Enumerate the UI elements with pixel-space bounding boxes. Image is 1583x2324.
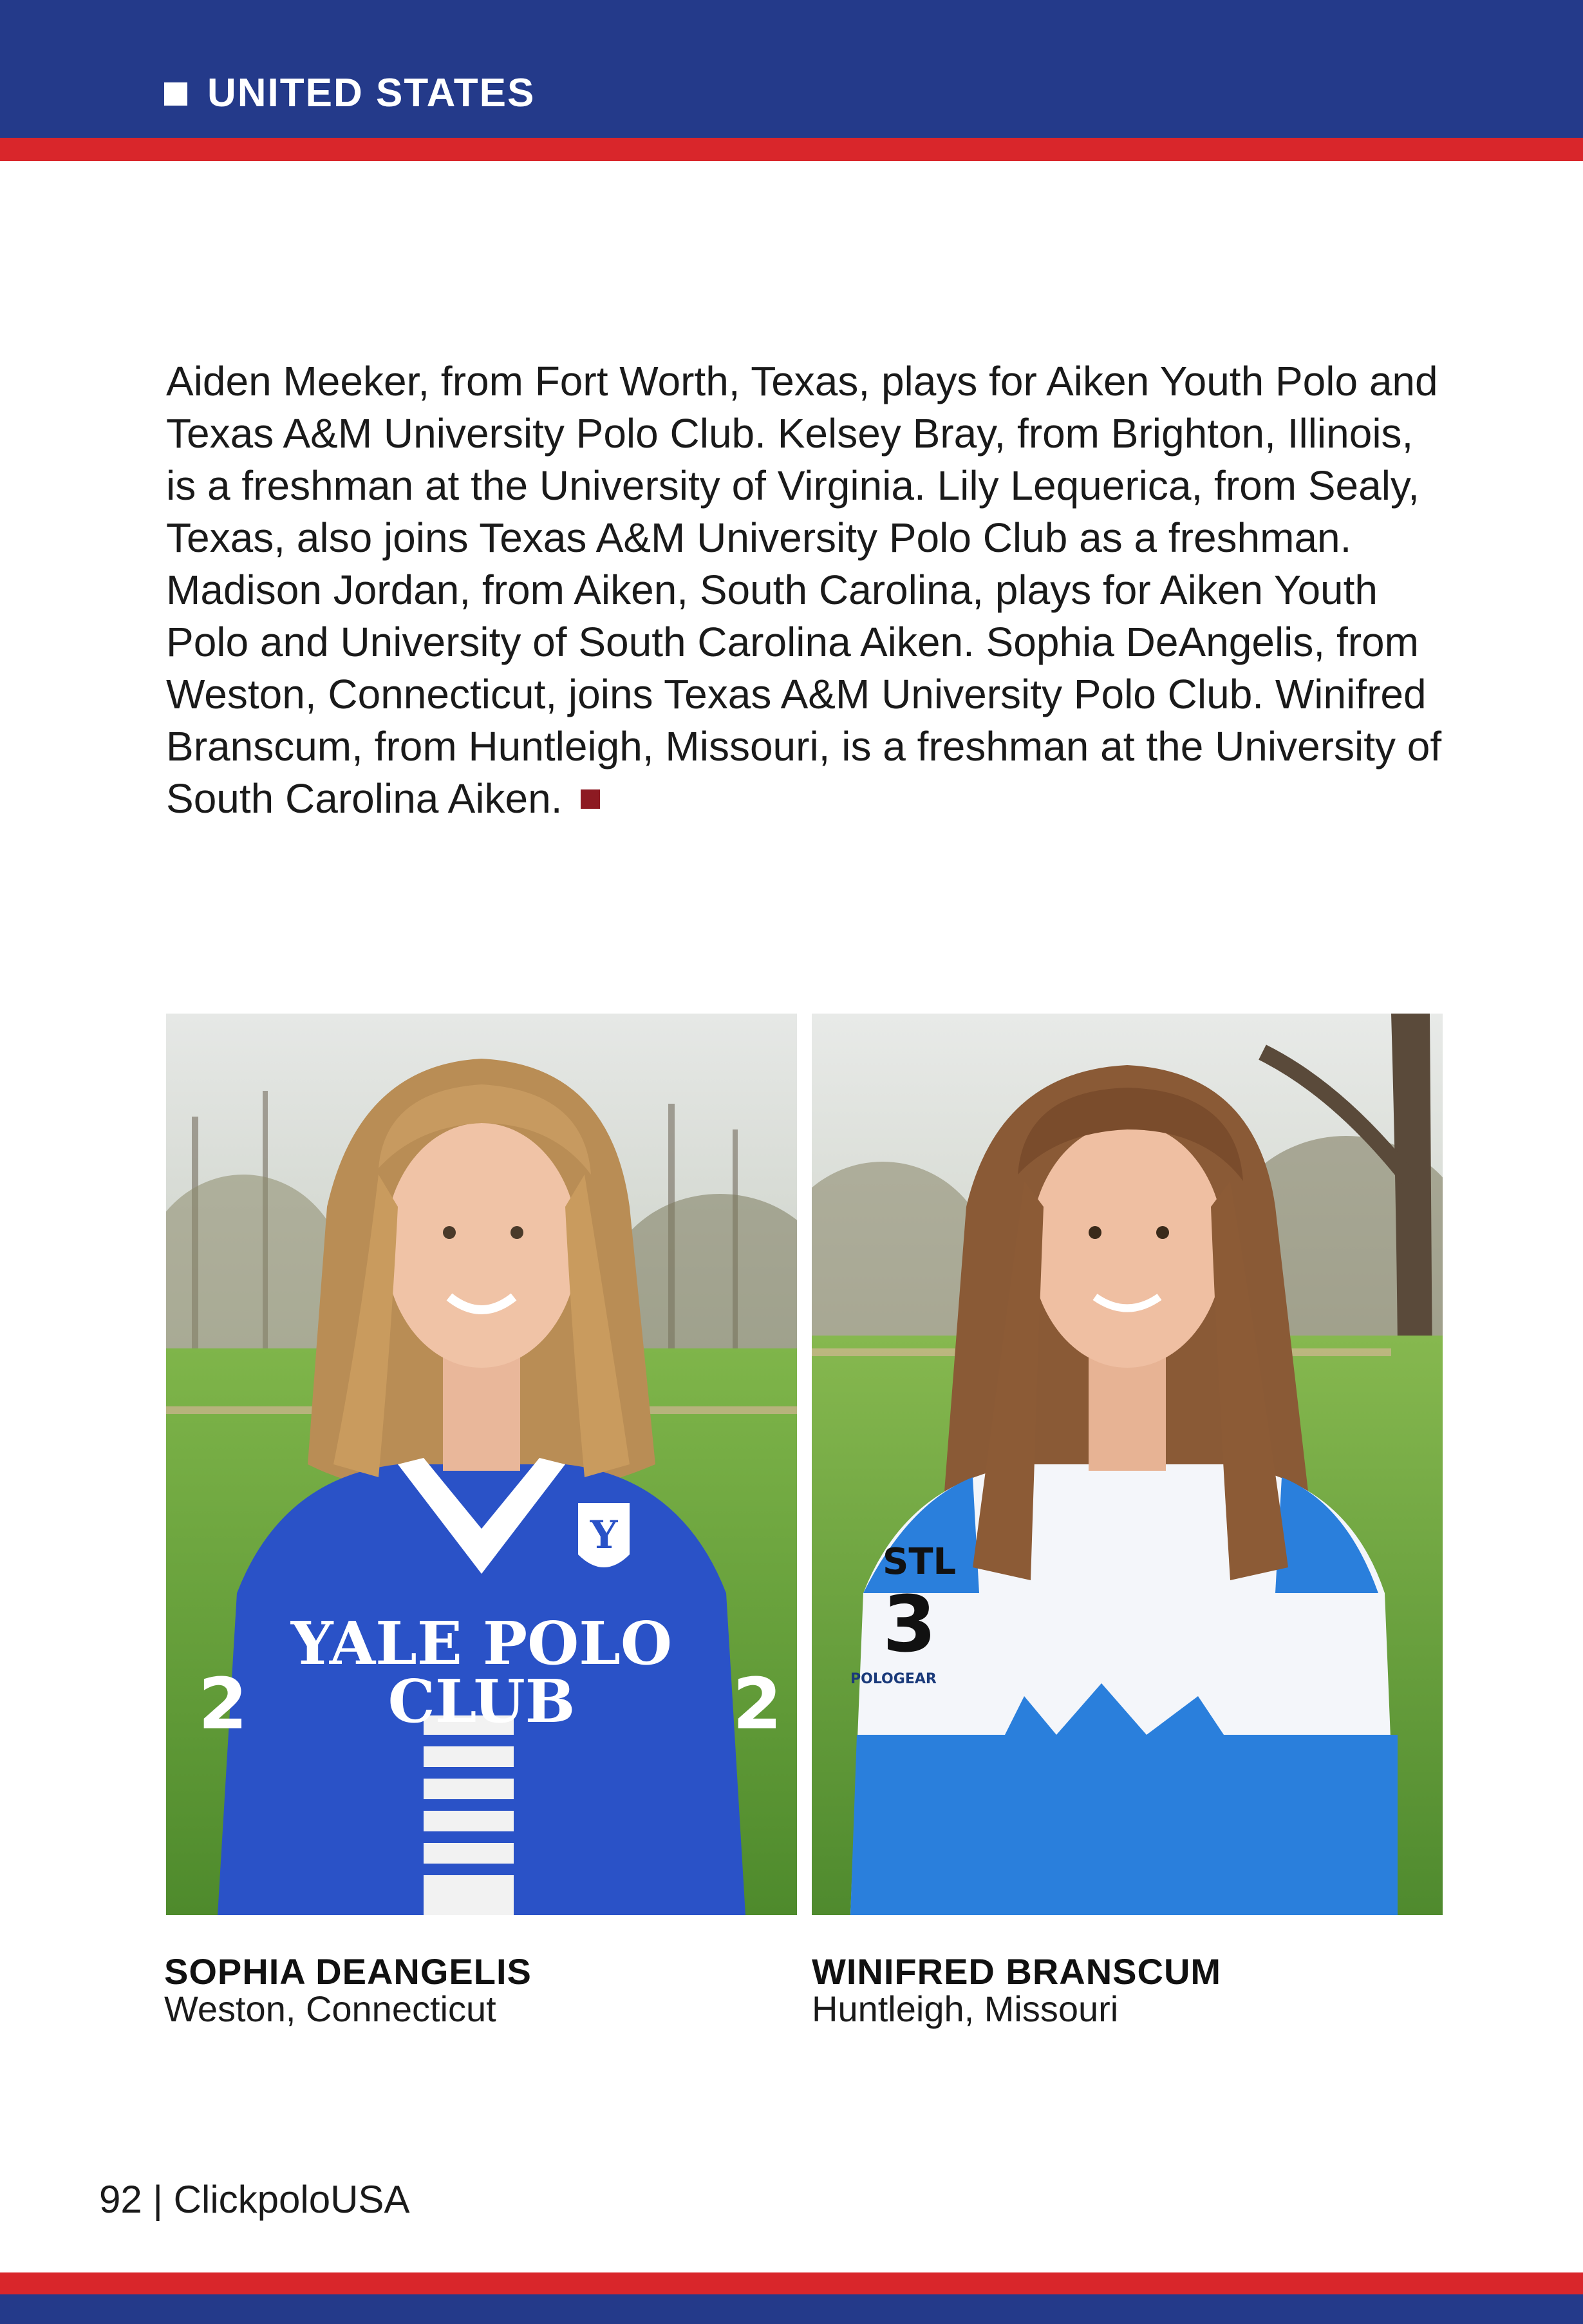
jersey-number-right: 2 [733,1663,782,1745]
jersey-line1: YALE POLO [290,1609,673,1678]
article-text: Aiden Meeker, from Fort Worth, Texas, plays for Aiken Youth Polo and Texas A&M University Polo Club. Kelsey Bray, from Brighton, Illinois, is a freshman at the University of Virginia. Lily Lequerica, from Sealy, Texas, also joins Texas A&M University Polo Club as a freshman. Madison Jordan, from Aiken, South Carolina, plays for Aiken Youth Polo and University of South Carolina Aiken. Sophia DeAngelis, from Weston, Connecticut, joins Texas A&M University Polo Club. Winifred Branscum, from Huntleigh, Missouri, is a freshman at the University of South Carolina Aiken. [166,358,1442,822]
page-footer: 92 | ClickpoloUSA [99,2178,410,2221]
caption-place-right: Huntleigh, Missouri [812,1989,1119,2029]
footer-stripe [0,2272,1583,2294]
jersey-line2: CLUB [388,1667,576,1736]
photo-sophia-deangelis [166,1014,797,1915]
portrait-illustration [812,1014,1443,1915]
section-square-icon [164,82,187,106]
jersey-crest-letter: Y [590,1513,618,1558]
photo-winifred-branscum [812,1014,1443,1915]
caption-name-right: WINIFRED BRANSCUM [812,1951,1222,1992]
section-label: UNITED STATES [207,71,536,115]
article-body [166,355,1454,825]
jersey-number: 3 [883,1580,937,1670]
footer-band [0,2294,1583,2324]
caption-place-left: Weston, Connecticut [164,1989,496,2029]
jersey-number-left: 2 [198,1663,248,1745]
jersey-stl-text: STL [883,1541,957,1583]
header-stripe [0,138,1583,161]
caption-name-left: SOPHIA DEANGELIS [164,1951,532,1992]
jersey-sponsor: POLOGEAR [850,1671,937,1687]
end-square-icon [581,789,600,809]
portrait-illustration [166,1014,797,1915]
